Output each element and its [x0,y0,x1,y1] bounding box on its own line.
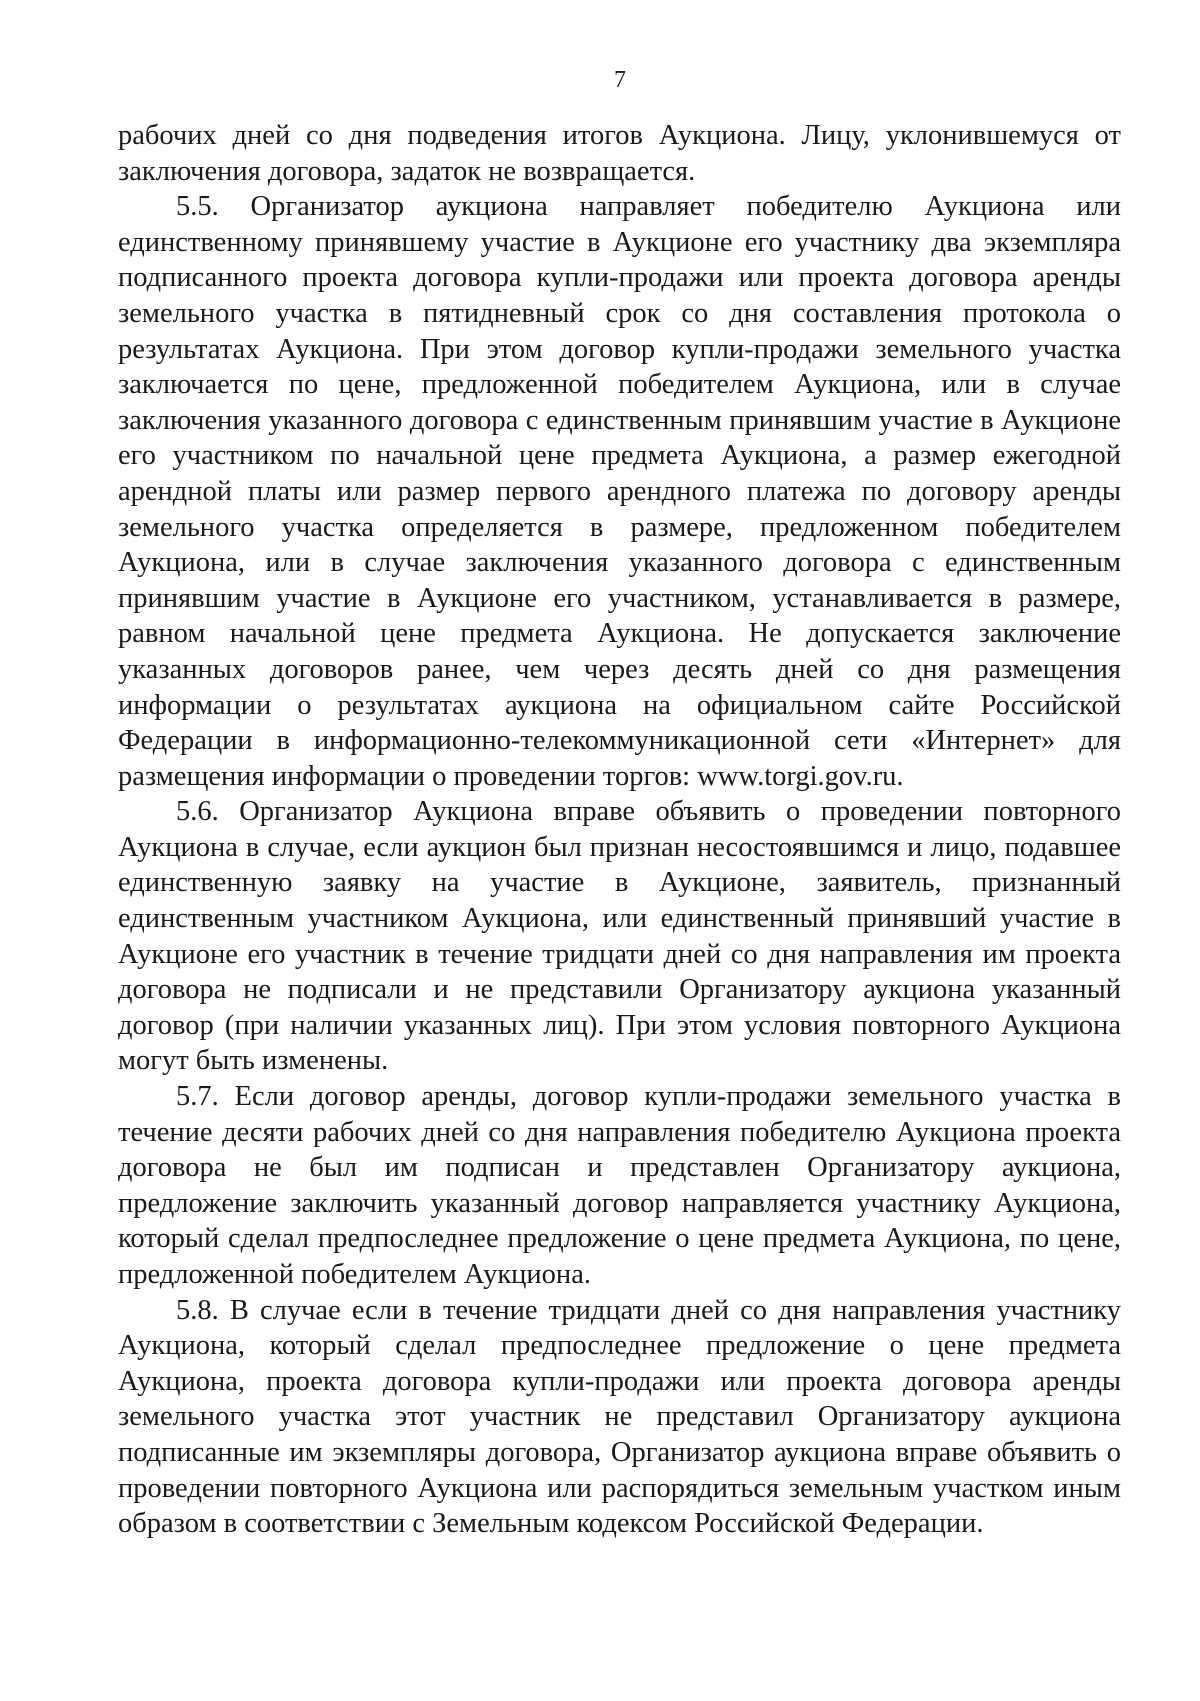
paragraph-continuation: рабочих дней со дня подведения итогов Аукциона. Лицу, уклонившемуся от заключения договора, задаток не возвращается. [118,120,1121,187]
paragraph-5-5: 5.5. Организатор аукциона направляет победителю Аукциона или единственному принявшему участие в Аукционе его участнику два экземпляра подписанного проекта договора купли-продажи или проекта договора аренды земельного участка в пятидневный срок со дня составления протокола о результатах Аукциона. При этом договор купли-продажи земельного участка заключается по цене, предложенной победителем Аукциона, или в случае заключения указанного договора с единственным принявшим участие в Аукционе его участником по начальной цене предмета Аукциона, а размер ежегодной арендной платы или размер первого арендного платежа по договору аренды земельного участка определяется в размере, предложенном победителем Аукциона, или в случае заключения указанного договора с единственным принявшим участие в Аукционе его участником, устанавливается в размере, равном начальной цене предмета Аукциона. Не допускается заключение указанных договоров ранее, чем через десять дней со дня размещения информации о результатах аукциона на официальном сайте Российской Федерации в информационно-телекоммуникационной сети «Интернет» для размещения информации о проведении торгов: www.torgi.gov.ru. [118,191,1121,792]
document-body [118,118,1121,1542]
paragraph-5-8: 5.8. В случае если в течение тридцати дней со дня направления участнику Аукциона, который сделал предпоследнее предложение о цене предмета Аукциона, проекта договора купли-продажи или проекта договора аренды земельного участка этот участник не представил Организатору аукциона подписанные им экземпляры договора, Организатор аукциона вправе объявить о проведении повторного Аукциона или распорядиться земельным участком иным образом в соответствии с Земельным кодексом Российской Федерации. [118,1294,1121,1540]
page-number: 7 [614,67,626,93]
paragraph-5-6: 5.6. Организатор Аукциона вправе объявить о проведении повторного Аукциона в случае, если аукцион был признан несостоявшимся и лицо, подавшее единственную заявку на участие в Аукционе, заявитель, признанный единственным участником Аукциона, или единственный принявший участие в Аукционе его участник в течение тридцати дней со дня направления им проекта договора не подписали и не представили Организатору аукциона указанный договор (при наличии указанных лиц). При этом условия повторного Аукциона могут быть изменены. [118,796,1121,1077]
paragraph-5-7: 5.7. Если договор аренды, договор купли-продажи земельного участка в течение десяти рабочих дней со дня направления победителю Аукциона проекта договора не был им подписан и представлен Организатору аукциона, предложение заключить указанный договор направляется участнику Аукциона, который сделал предпоследнее предложение о цене предмета Аукциона, по цене, предложенной победителем Аукциона. [118,1081,1121,1290]
